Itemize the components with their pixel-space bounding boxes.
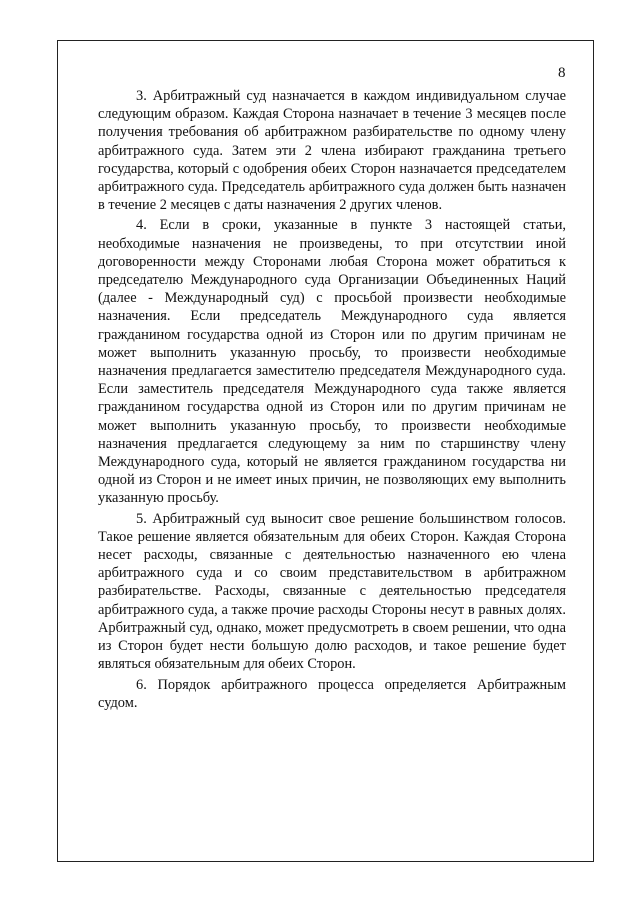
paragraph-6: 6. Порядок арбитражного процесса определяется Арбитражным судом.: [98, 676, 566, 711]
page-number: 8: [558, 65, 566, 81]
document-body: [98, 87, 566, 712]
paragraph-4: 4. Если в сроки, указанные в пункте 3 настоящей статьи, необходимые назначения не произведены, то при отсутствии иной договоренности между Сторонами любая Сторона может обратиться к председателю Международного суда Организации Объединенных Наций (далее - Международный суд) с просьбой произвести необходимые назначения. Если председатель Международного суда является гражданином государства одной из Сторон или по другим причинам не может выполнить указанную просьбу, то произвести необходимые назначения предлагается заместителю председателя Международного суда. Если заместитель председателя Международного суда также является гражданином государства одной из Сторон или по другим причинам не может выполнить указанную просьбу, то произвести необходимые назначения предлагается следующему за ним по старшинству члену Международного суда, который не является гражданином государства ни одной из Сторон и не имеет иных причин, не позволяющих ему выполнить указанную просьбу.: [98, 217, 566, 507]
paragraph-5: 5. Арбитражный суд выносит свое решение большинством голосов. Такое решение является обязательным для обеих Сторон. Каждая Сторона несет расходы, связанные с деятельностью назначенного ею члена арбитражного суда и со своим представительством в арбитражном разбирательстве. Расходы, связанные с деятельностью председателя арбитражного суда, а также прочие расходы Стороны несут в равных долях. Арбитражный суд, однако, может предусмотреть в своем решении, что одна из Сторон будет нести большую долю расходов, и такое решение будет являться обязательным для обеих Сторон.: [98, 510, 566, 673]
paragraph-3: 3. Арбитражный суд назначается в каждом индивидуальном случае следующим образом. Каждая Сторона назначает в течение 3 месяцев после получения требования об арбитражном разбирательстве по одному члену арбитражного суда. Затем эти 2 члена избирают гражданина третьего государства, который с одобрения обеих Сторон назначается председателем арбитражного суда. Председатель арбитражного суда должен быть назначен в течение 2 месяцев с даты назначения 2 других членов.: [98, 88, 566, 214]
